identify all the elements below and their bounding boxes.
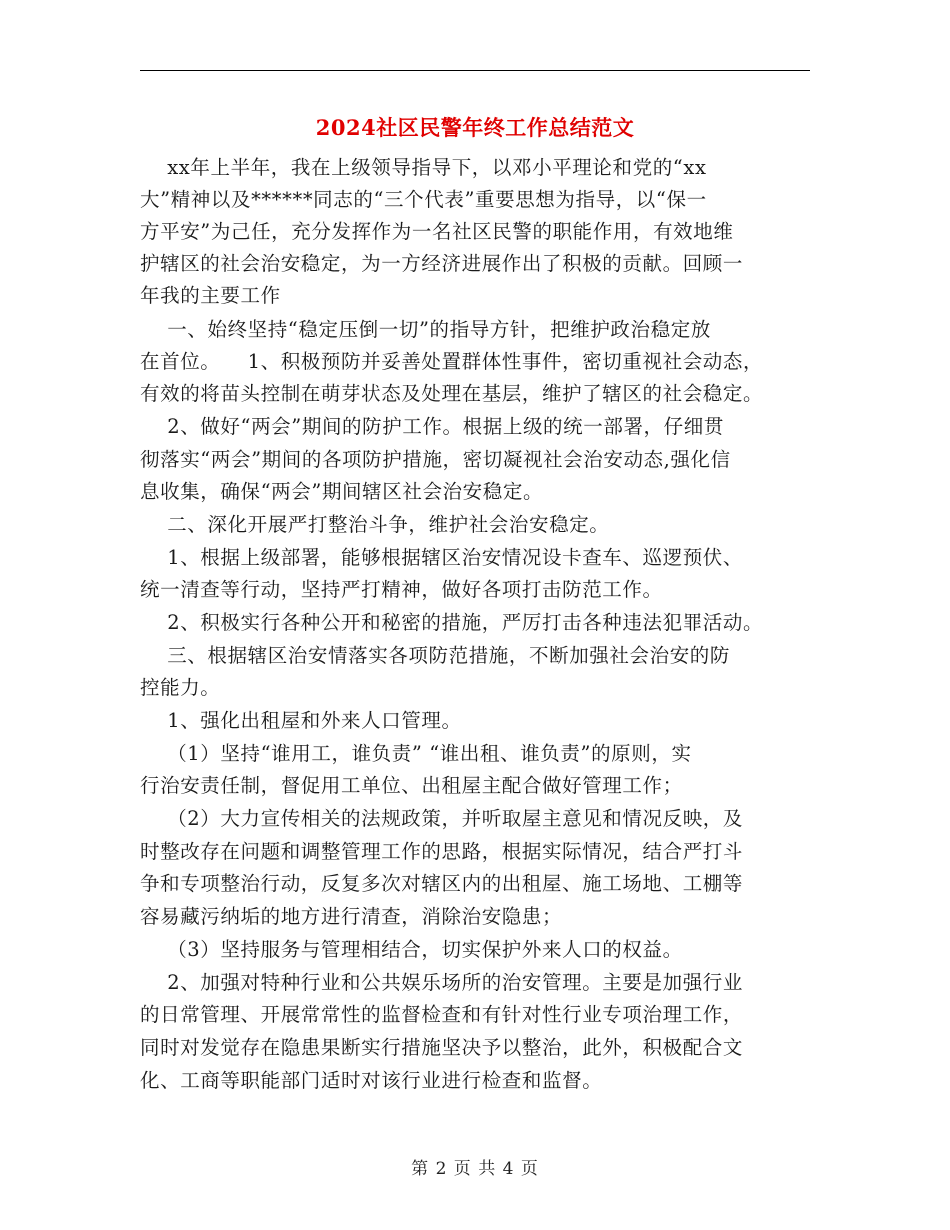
body-line: xx年上半年，我在上级领导指导下，以邓小平理论和党的“xx	[140, 156, 707, 179]
body-line: 化、工商等职能部门适时对该行业进行检查和监督。	[140, 1069, 603, 1092]
body-line: 同时对发觉存在隐患果断实行措施坚决予以整治，此外，积极配合文	[140, 1036, 744, 1059]
body-line: 的日常管理、开展常常性的监督检查和有针对性行业专项治理工作，	[140, 1003, 744, 1026]
body-line: 2、做好“两会”期间的防护工作。根据上级的统一部署，仔细贯	[140, 415, 724, 438]
body-line: 控能力。	[140, 676, 221, 699]
body-line: 二、深化开展严打整治斗争，维护社会治安稳定。	[140, 513, 610, 536]
document-title: 2024社区民警年终工作总结范文	[315, 115, 635, 140]
body-line: 统一清查等行动，坚持严打精神，做好各项打击防范工作。	[140, 578, 663, 601]
body-line: 2、加强对特种行业和公共娱乐场所的治安管理。主要是加强行业	[140, 971, 744, 994]
body-line: 时整改存在问题和调整管理工作的思路，根据实际情况，结合严打斗	[140, 840, 744, 863]
page-number: 第 2 页 共 4 页	[411, 1159, 539, 1179]
body-line: 行治安责任制，督促用工单位、出租屋主配合做好管理工作；	[140, 774, 683, 797]
body-line: 一、始终坚持“稳定压倒一切”的指导方针，把维护政治稳定放	[140, 318, 711, 341]
body-line: 彻落实“两会”期间的各项防护措施，密切凝视社会治安动态,强化信	[140, 448, 731, 471]
header-rule	[140, 70, 810, 71]
body-line: 方平安”为己任，充分发挥作为一名社区民警的职能作用，有效地维	[140, 220, 734, 243]
body-line: 1、根据上级部署，能够根据辖区治安情况设卡查车、巡逻预伏、	[140, 546, 744, 569]
body-line: （3）坚持服务与管理相结合，切实保护外来人口的权益。	[140, 938, 683, 961]
body-line: 息收集，确保“两会”期间辖区社会治安稳定。	[140, 480, 544, 503]
body-line: 在首位。 1、积极预防并妥善处置群体性事件，密切重视社会动态，	[140, 350, 764, 373]
body-line: （2）大力宣传相关的法规政策，并听取屋主意见和情况反映，及	[140, 807, 744, 830]
body-line: 年我的主要工作	[140, 284, 281, 307]
body-line: 护辖区的社会治安稳定，为一方经济进展作出了积极的贡献。回顾一	[140, 252, 744, 275]
body-line: 三、根据辖区治安情落实各项防范措施，不断加强社会治安的防	[140, 644, 730, 667]
body-line: 大”精神以及******同志的“三个代表”重要思想为指导，以“保一	[140, 188, 707, 211]
body-line: （1）坚持“谁用工，谁负责” “谁出租、谁负责”的原则，实	[140, 742, 692, 765]
body-line: 容易藏污纳垢的地方进行清查，消除治安隐患；	[140, 905, 563, 928]
body-line: 争和专项整治行动，反复多次对辖区内的出租屋、施工场地、工棚等	[140, 872, 744, 895]
body-line: 2、积极实行各种公开和秘密的措施，严厉打击各种违法犯罪活动。	[140, 611, 764, 634]
body-line: 1、强化出租屋和外来人口管理。	[140, 709, 462, 732]
body-line: 有效的将苗头控制在萌芽状态及处理在基层，维护了辖区的社会稳定。	[140, 382, 764, 405]
